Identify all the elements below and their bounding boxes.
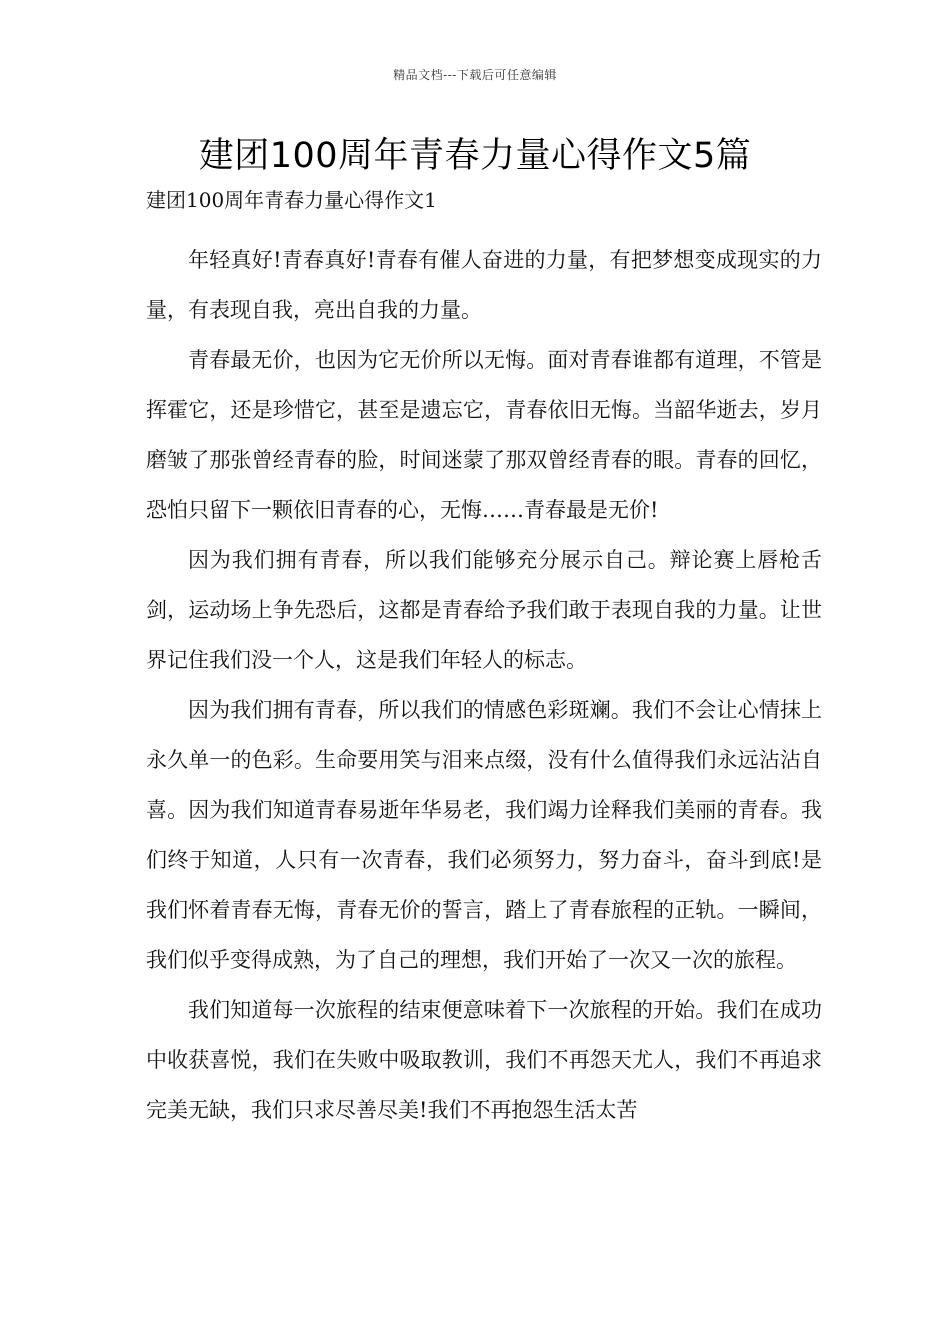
document-body — [146, 185, 822, 1135]
header-note: 精品文档---下载后可任意编辑 — [393, 68, 557, 82]
paragraph-1: 年轻真好!青春真好!青春有催人奋进的力量，有把梦想变成现实的力量，有表现自我，亮出自我的力量。 — [146, 248, 822, 322]
paragraph-4: 因为我们拥有青春，所以我们的情感色彩斑斓。我们不会让心情抹上永久单一的色彩。生命要用笑与泪来点缀，没有什么值得我们永远沾沾自喜。因为我们知道青春易逝年华易老，我们竭力诠释我们美丽的青春。我们终于知道，人只有一次青春，我们必须努力，努力奋斗，奋斗到底!是我们怀着青春无悔，青春无价的誓言，踏上了青春旅程的正轨。一瞬间，我们似乎变得成熟，为了自己的理想，我们开始了一次又一次的旅程。 — [146, 698, 822, 972]
paragraph-2: 青春最无价，也因为它无价所以无悔。面对青春谁都有道理，不管是挥霍它，还是珍惜它，甚至是遗忘它，青春依旧无悔。当韶华逝去，岁月磨皱了那张曾经青春的脸，时间迷蒙了那双曾经青春的眼。青春的回忆，恐怕只留下一颗依旧青春的心，无悔……青春最是无价! — [146, 348, 822, 522]
document-title: 建团100周年青春力量心得作文5篇 — [198, 136, 752, 176]
paragraph-3: 因为我们拥有青春，所以我们能够充分展示自己。辩论赛上唇枪舌剑，运动场上争先恐后，这都是青春给予我们敢于表现自我的力量。让世界记住我们没一个人，这是我们年轻人的标志。 — [146, 548, 822, 672]
paragraph-5: 我们知道每一次旅程的结束便意味着下一次旅程的开始。我们在成功中收获喜悦，我们在失败中吸取教训，我们不再怨天尤人，我们不再追求完美无缺，我们只求尽善尽美!我们不再抱怨生活太苦 — [146, 998, 822, 1122]
section-heading: 建团100周年青春力量心得作文1 — [146, 188, 437, 212]
